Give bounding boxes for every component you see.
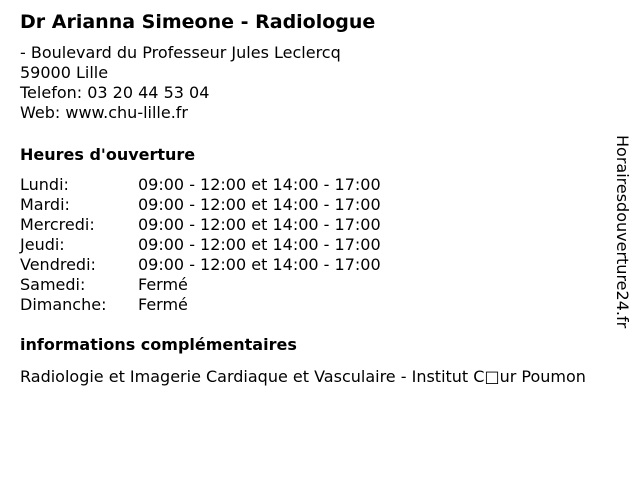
hours-day-label: Vendredi: [20, 255, 96, 274]
address-city: 59000 Lille [20, 63, 109, 82]
phone-number: Telefon: 03 20 44 53 04 [20, 83, 210, 102]
page-title: Dr Arianna Simeone - Radiologue [20, 11, 376, 33]
hours-day-label: Dimanche: [20, 295, 107, 314]
hours-row-mardi [20, 195, 620, 215]
hours-row-mercredi [20, 215, 620, 235]
opening-hours-heading: Heures d'ouverture [20, 145, 196, 164]
address-street: - Boulevard du Professeur Jules Leclercq [20, 43, 341, 62]
additional-info-heading: informations complémentaires [20, 335, 297, 354]
address-block [20, 43, 620, 123]
hours-row-dimanche [20, 295, 620, 315]
hours-time-value: 09:00 - 12:00 et 14:00 - 17:00 [138, 195, 381, 214]
hours-time-value: Fermé [138, 295, 188, 314]
hours-row-jeudi [20, 235, 620, 255]
hours-day-label: Samedi: [20, 275, 86, 294]
opening-hours-table [20, 175, 620, 315]
hours-time-value: 09:00 - 12:00 et 14:00 - 17:00 [138, 255, 381, 274]
hours-time-value: 09:00 - 12:00 et 14:00 - 17:00 [138, 175, 381, 194]
website: Web: www.chu-lille.fr [20, 103, 189, 122]
page-content [20, 9, 620, 387]
hours-row-samedi [20, 275, 620, 295]
hours-time-value: 09:00 - 12:00 et 14:00 - 17:00 [138, 215, 381, 234]
hours-time-value: Fermé [138, 275, 188, 294]
site-watermark: Horairesdouverture24.fr [613, 135, 632, 329]
hours-day-label: Mercredi: [20, 215, 95, 234]
hours-row-lundi [20, 175, 620, 195]
hours-row-vendredi [20, 255, 620, 275]
hours-day-label: Jeudi: [20, 235, 65, 254]
hours-time-value: 09:00 - 12:00 et 14:00 - 17:00 [138, 235, 381, 254]
additional-info-text: Radiologie et Imagerie Cardiaque et Vasculaire - Institut C□ur Poumon [20, 367, 586, 386]
hours-day-label: Mardi: [20, 195, 70, 214]
hours-day-label: Lundi: [20, 175, 69, 194]
